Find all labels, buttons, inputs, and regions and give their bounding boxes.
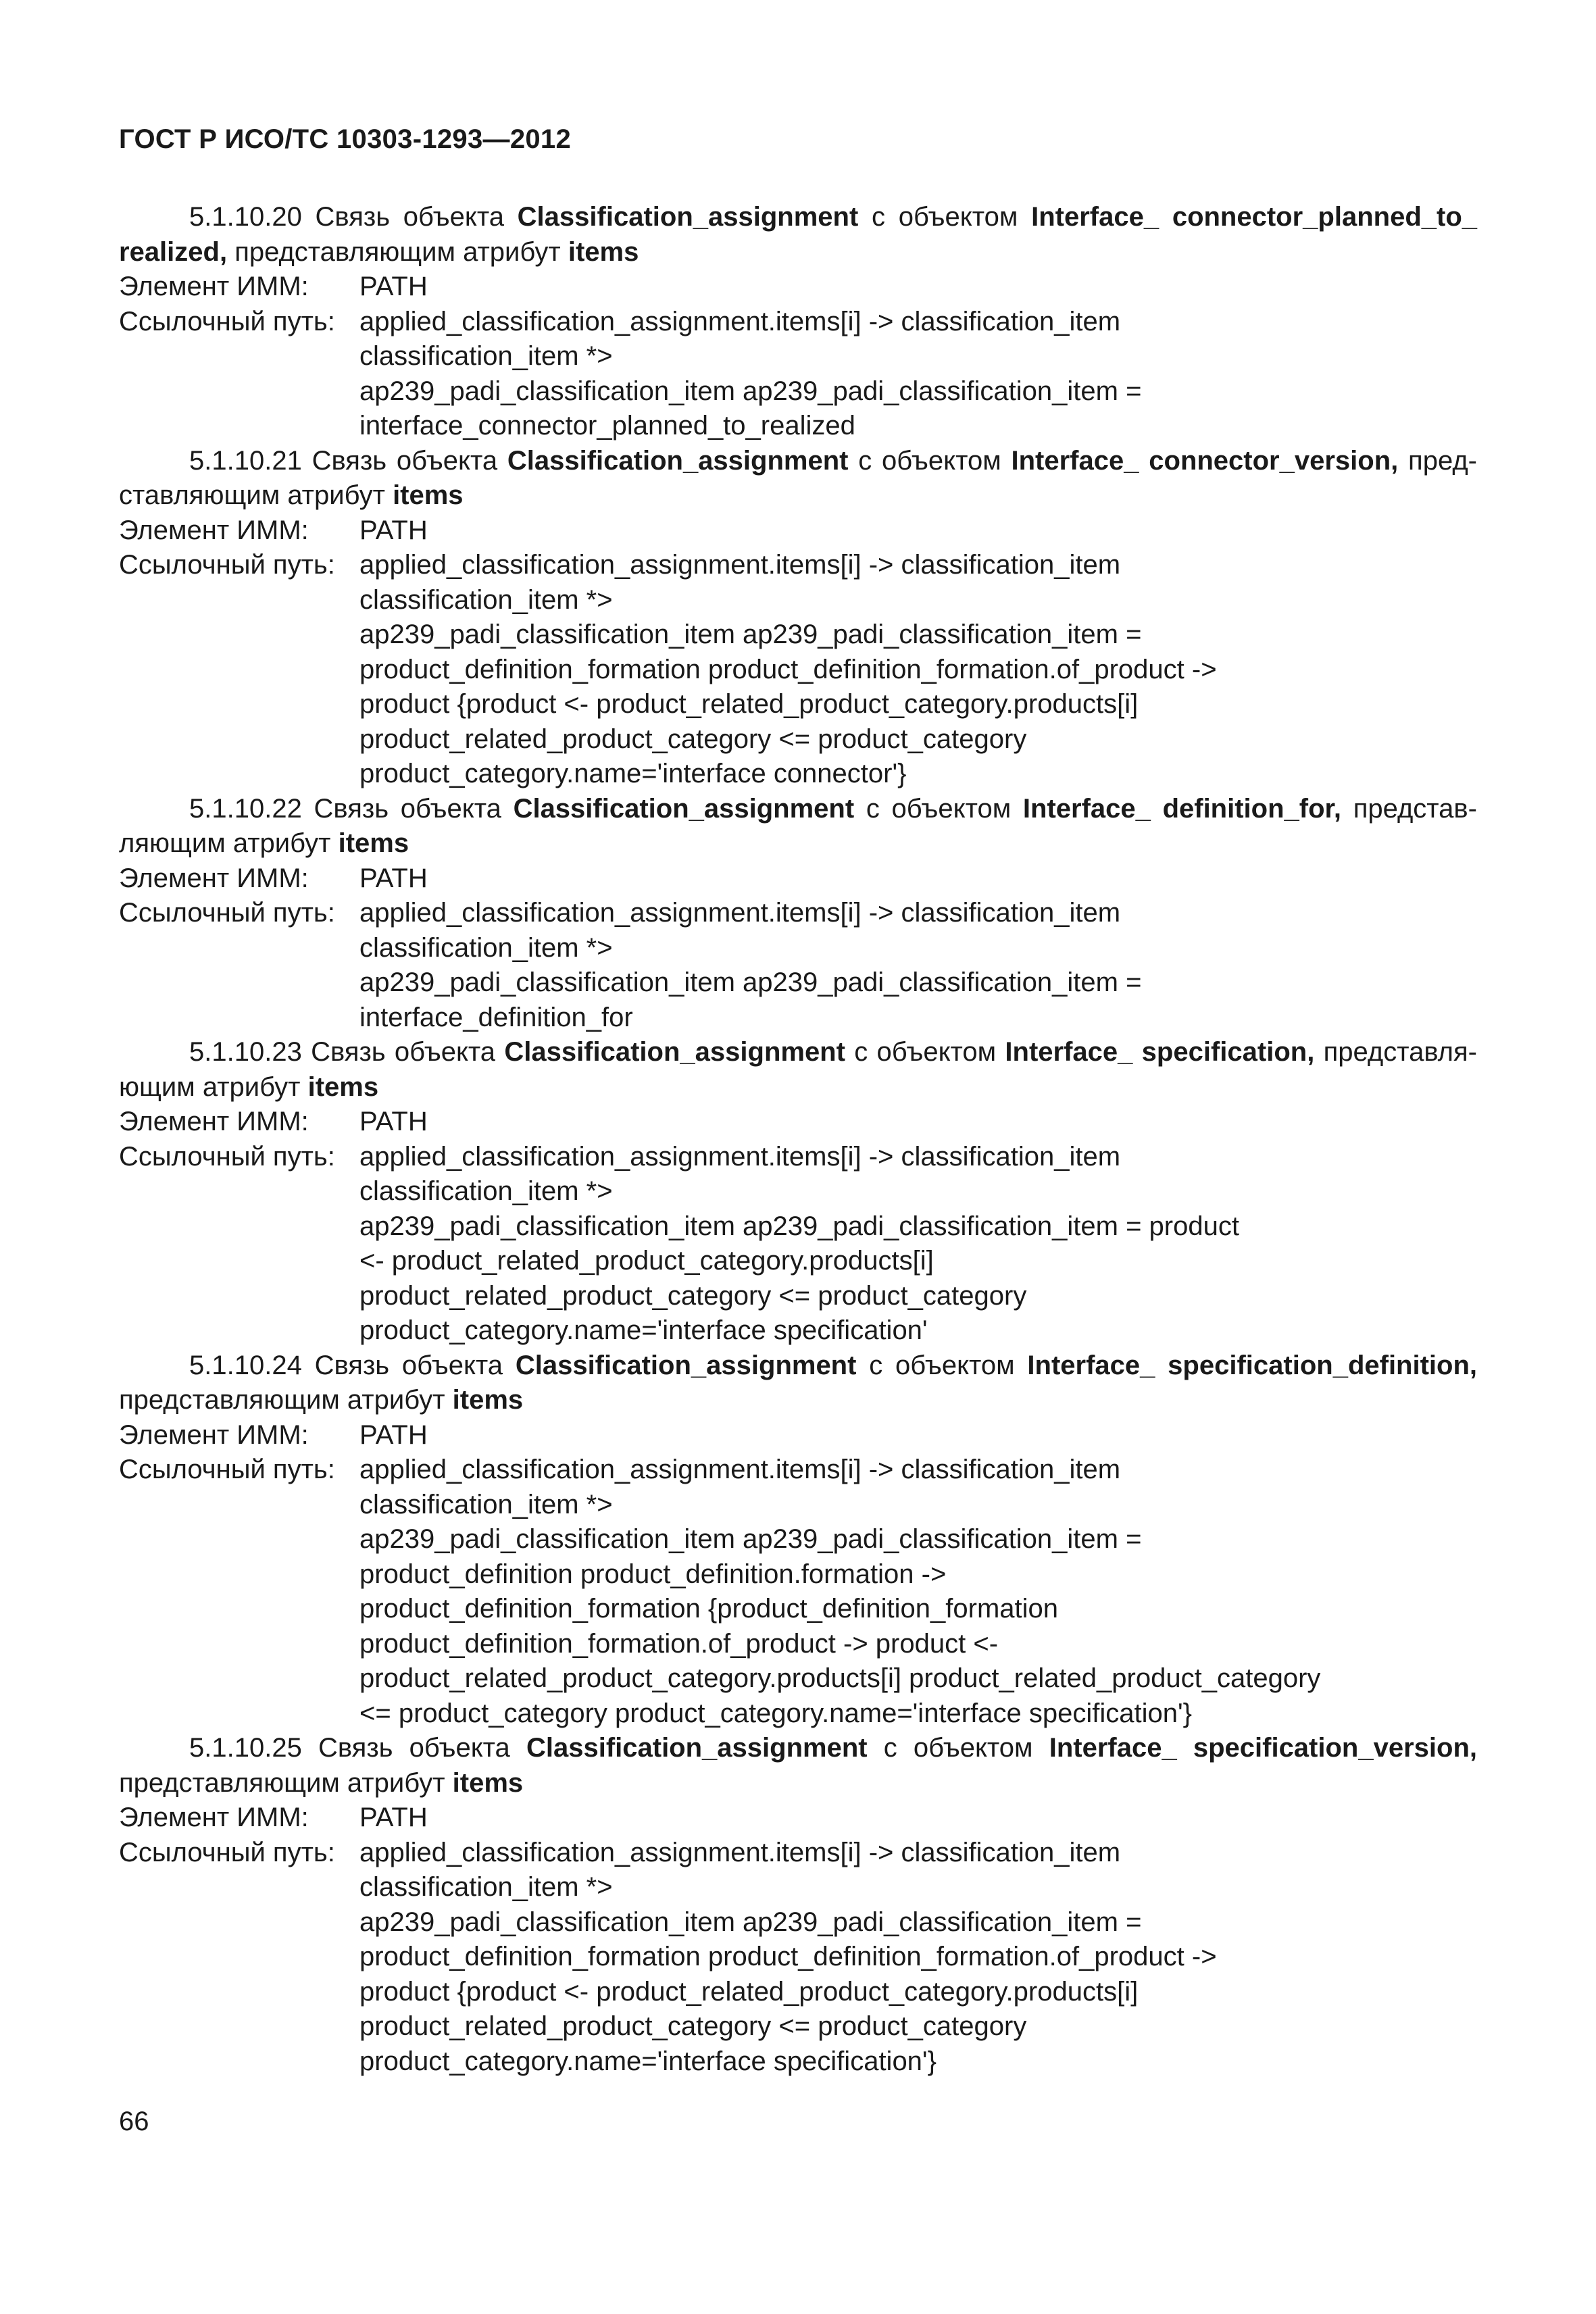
clause-suffix-text: представляющим атрибут <box>119 793 1477 858</box>
element-value: PATH <box>359 515 428 545</box>
clause-connector-text: с объектом <box>858 202 1032 232</box>
path-line: product_definition_formation {product_definition_formation <box>359 1594 1059 1624</box>
path-line: classification_item *> <box>359 1872 613 1902</box>
reference-path-label: Ссылочный путь: <box>119 550 335 580</box>
path-line: product_definition_formation.of_product -> product <- <box>359 1628 999 1659</box>
path-line: interface_connector_planned_to_realized <box>359 411 855 441</box>
clause-suffix-text: представляющим атрибут <box>119 445 1477 510</box>
path-line: product {product <- product_related_product_category.products[i] <box>359 1976 1139 2007</box>
clause-connector-text: с объектом <box>848 445 1012 476</box>
reference-path-value <box>359 305 1477 444</box>
path-line: classification_item *> <box>359 1176 613 1206</box>
reference-path-label: Ссылочный путь: <box>119 1837 335 1867</box>
clause-entity-name: Classification_assignment <box>515 1350 857 1380</box>
path-line: product_related_product_category.products[i] product_related_product_category <box>359 1663 1321 1693</box>
clause-target-name: Interface_ connector_planned_to_ realized, <box>119 202 1478 267</box>
reference-path-row <box>119 305 1477 444</box>
clause-connector-text: с объектом <box>854 793 1023 824</box>
path-line: product_definition product_definition.formation -> <box>359 1559 947 1589</box>
clause-suffix-text: представляющим атрибут <box>119 1767 453 1798</box>
path-line: <- product_related_product_category.products[i] <box>359 1246 934 1276</box>
path-line: product_related_product_category <= product_category <box>359 1280 1027 1311</box>
clause-attribute-name: items <box>338 828 409 858</box>
clause-entity-name: Classification_assignment <box>517 202 859 232</box>
element-value: PATH <box>359 863 428 893</box>
path-line: ap239_padi_classification_item ap239_padi_classification_item = <box>359 376 1142 406</box>
path-line: product_category.name='interface connector'} <box>359 759 907 788</box>
clause-number-text: 5.1.10.23 Связь объекта <box>189 1037 505 1067</box>
document-standard-title: ГОСТ Р ИСО/ТС 10303-1293—2012 <box>119 124 572 154</box>
clause-attribute-name: items <box>393 480 464 510</box>
reference-path-row <box>119 548 1477 792</box>
document-body <box>119 200 1477 2079</box>
clause-number-text: 5.1.10.20 Связь объекта <box>189 202 518 232</box>
clause-connector-text: с объектом <box>867 1733 1049 1763</box>
element-value: PATH <box>359 1419 428 1450</box>
element-row <box>119 270 1477 305</box>
path-line: product_definition_formation product_definition_formation.of_product -> <box>359 1942 1217 1971</box>
element-label: Элемент ИММ: <box>119 515 309 545</box>
reference-path-label: Ссылочный путь: <box>119 1141 335 1172</box>
clause-entity-name: Classification_assignment <box>526 1733 868 1763</box>
clause-entity-name: Classification_assignment <box>513 793 855 824</box>
element-value: PATH <box>359 272 428 301</box>
reference-path-label: Ссылочный путь: <box>119 1455 335 1484</box>
reference-path-value <box>359 1453 1477 1731</box>
clause-entity-name: Classification_assignment <box>507 445 849 476</box>
path-line: ap239_padi_classification_item ap239_padi_classification_item = <box>359 620 1142 649</box>
path-line: ap239_padi_classification_item ap239_padi_classification_item = <box>359 967 1142 997</box>
clause-block <box>119 792 1477 1036</box>
clause-target-name: Interface_ specification_definition, <box>1027 1350 1478 1380</box>
clause-title <box>119 1035 1477 1105</box>
reference-path-value <box>359 548 1477 792</box>
clause-block <box>119 1731 1477 2079</box>
path-line: classification_item *> <box>359 932 613 963</box>
clause-suffix-text: представляющим атрибут <box>119 1385 453 1415</box>
path-line: ap239_padi_classification_item ap239_padi_classification_item = product <box>359 1211 1239 1241</box>
clause-number-text: 5.1.10.22 Связь объекта <box>189 793 514 824</box>
clause-attribute-name: items <box>452 1385 524 1415</box>
element-row <box>119 1105 1477 1140</box>
clause-block <box>119 1349 1477 1732</box>
path-line: ap239_padi_classification_item ap239_padi_classification_item = <box>359 1524 1142 1554</box>
path-line: classification_item *> <box>359 1489 613 1519</box>
element-row <box>119 861 1477 897</box>
element-label: Элемент ИММ: <box>119 1803 309 1832</box>
page-number: 66 <box>119 2107 149 2136</box>
path-line: interface_definition_for <box>359 1002 633 1032</box>
path-line: product_category.name='interface specification' <box>359 1315 928 1345</box>
reference-path-row <box>119 1836 1477 2080</box>
element-label: Элемент ИММ: <box>119 1419 309 1450</box>
reference-path-value <box>359 896 1477 1035</box>
path-line: applied_classification_assignment.items[i] -> classification_item <box>359 1837 1121 1867</box>
element-row <box>119 513 1477 549</box>
path-line: classification_item *> <box>359 341 613 371</box>
path-line: applied_classification_assignment.items[i] -> classification_item <box>359 1455 1121 1484</box>
path-line: applied_classification_assignment.items[i] -> classification_item <box>359 550 1121 580</box>
clause-connector-text: с объектом <box>856 1350 1028 1380</box>
clause-connector-text: с объектом <box>845 1037 1005 1067</box>
element-value: PATH <box>359 1107 428 1136</box>
clause-attribute-name: items <box>307 1072 379 1102</box>
clause-title <box>119 1731 1477 1801</box>
path-line: <= product_category product_category.name='interface specification'} <box>359 1698 1192 1728</box>
clause-title <box>119 1349 1477 1418</box>
clause-target-name: Interface_ specification, <box>1005 1037 1315 1067</box>
path-line: product {product <- product_related_product_category.products[i] <box>359 689 1139 719</box>
element-label: Элемент ИММ: <box>119 272 309 301</box>
clause-entity-name: Classification_assignment <box>504 1037 845 1067</box>
element-row <box>119 1418 1477 1453</box>
path-line: classification_item *> <box>359 584 613 615</box>
element-label: Элемент ИММ: <box>119 863 309 893</box>
element-label: Элемент ИММ: <box>119 1107 309 1136</box>
element-row <box>119 1801 1477 1836</box>
path-line: product_related_product_category <= product_category <box>359 724 1027 754</box>
clause-number-text: 5.1.10.25 Связь объекта <box>189 1733 526 1763</box>
clause-number-text: 5.1.10.24 Связь объекта <box>189 1350 516 1380</box>
reference-path-row <box>119 1140 1477 1349</box>
reference-path-value <box>359 1140 1477 1349</box>
clause-title <box>119 792 1477 861</box>
clause-suffix-text: представляющим атрибут <box>119 1037 1477 1102</box>
clause-number-text: 5.1.10.21 Связь объекта <box>189 445 507 476</box>
path-line: product_category.name='interface specification'} <box>359 2046 937 2076</box>
clause-target-name: Interface_ connector_version, <box>1011 445 1399 476</box>
reference-path-label: Ссылочный путь: <box>119 898 335 928</box>
path-line: product_definition_formation product_definition_formation.of_product -> <box>359 654 1217 684</box>
path-line: applied_classification_assignment.items[i] -> classification_item <box>359 898 1121 928</box>
clause-target-name: Interface_ specification_version, <box>1049 1733 1478 1763</box>
element-value: PATH <box>359 1803 428 1832</box>
path-line: applied_classification_assignment.items[i] -> classification_item <box>359 1141 1121 1172</box>
path-line: product_related_product_category <= product_category <box>359 2011 1027 2041</box>
clause-suffix-text: представляющим атрибут <box>227 236 568 267</box>
reference-path-label: Ссылочный путь: <box>119 306 335 336</box>
clause-target-name: Interface_ definition_for, <box>1022 793 1341 824</box>
clause-attribute-name: items <box>568 236 639 267</box>
reference-path-value <box>359 1836 1477 2080</box>
path-line: ap239_padi_classification_item ap239_padi_classification_item = <box>359 1907 1142 1937</box>
clause-block <box>119 200 1477 444</box>
clause-title <box>119 444 1477 513</box>
clause-block <box>119 444 1477 792</box>
clause-block <box>119 1035 1477 1349</box>
path-line: applied_classification_assignment.items[i] -> classification_item <box>359 306 1121 336</box>
clause-attribute-name: items <box>452 1767 524 1798</box>
reference-path-row <box>119 1453 1477 1731</box>
clause-title <box>119 200 1477 270</box>
reference-path-row <box>119 896 1477 1035</box>
